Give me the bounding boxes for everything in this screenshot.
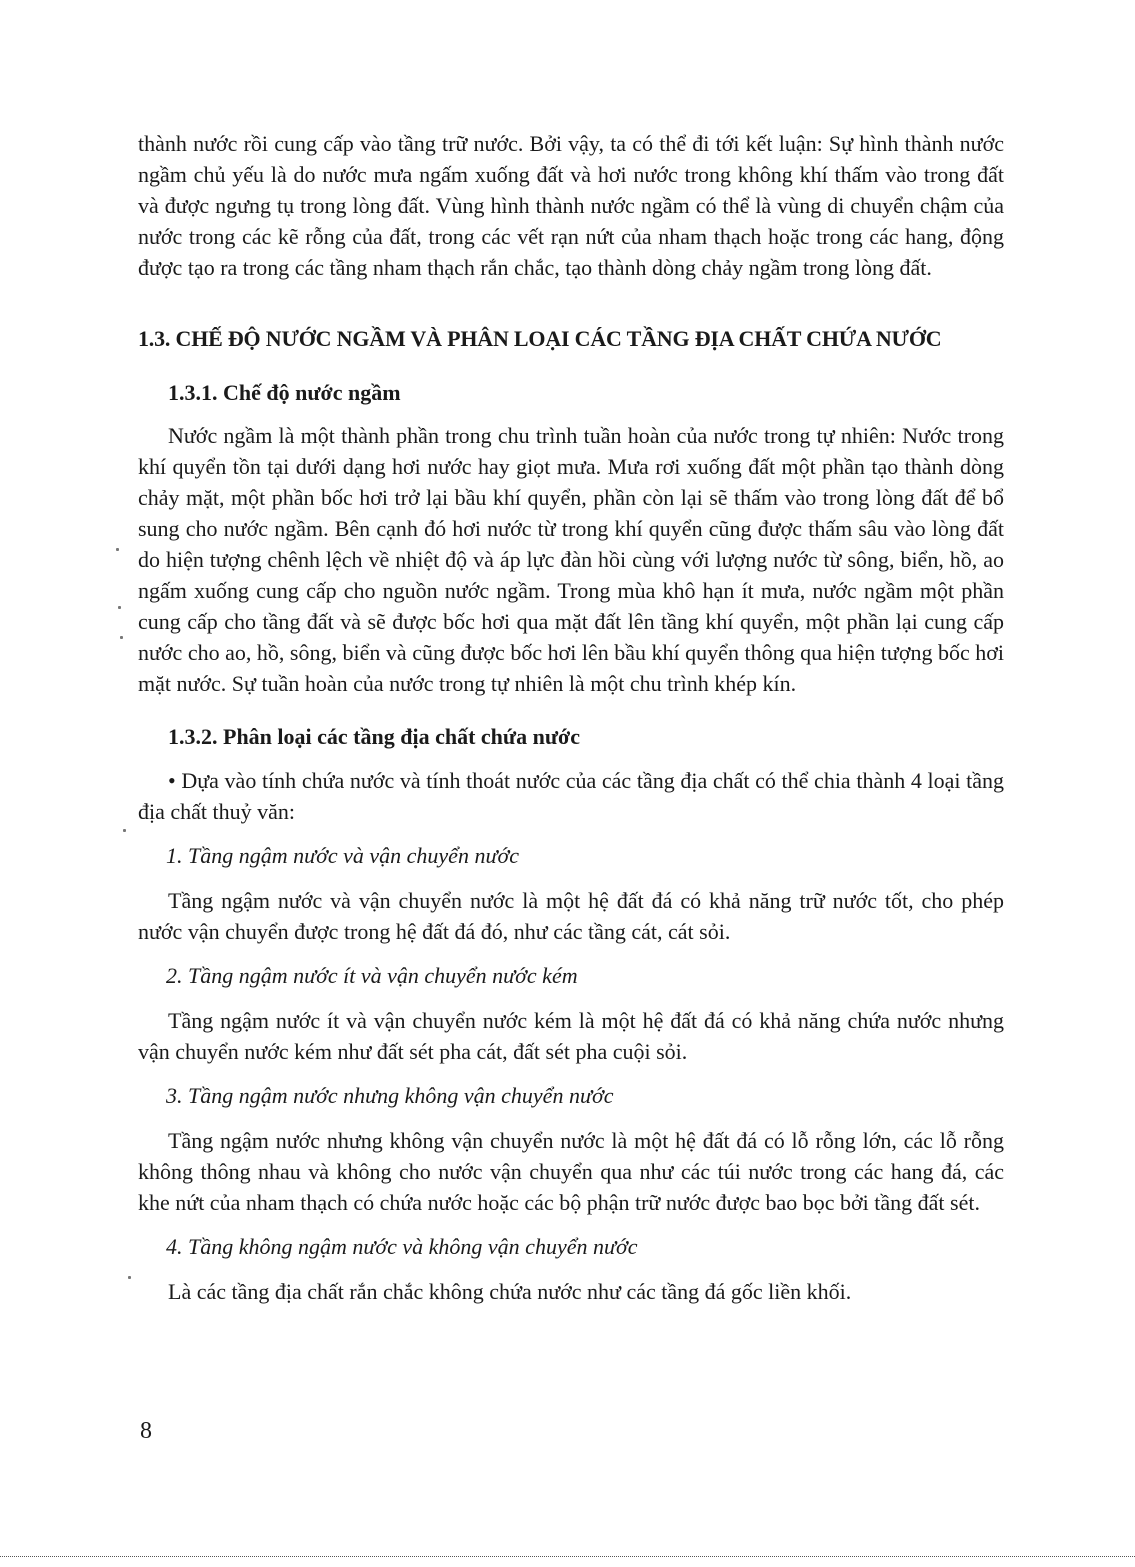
subsection-1-heading: 1.3.1. Chế độ nước ngầm [168, 380, 401, 405]
item-2-heading: 2. Tầng ngậm nước ít và vận chuyển nước kém [166, 963, 578, 988]
item-3-paragraph: Tầng ngậm nước nhưng không vận chuyển nước là một hệ đất đá có lỗ rỗng lớn, các lỗ rỗng không thông nhau và không cho nước vận chuyển qua như các túi nước trong các hang đá, các khe nứt của nham thạch có chứa nước hoặc các bộ phận trữ nước được bao bọc bởi tầng đất sét. [138, 1128, 1004, 1215]
item-1-paragraph: Tầng ngậm nước và vận chuyển nước là một hệ đất đá có khả năng trữ nước tốt, cho phép nước vận chuyển được trong hệ đất đá đó, như các tầng cát, cát sỏi. [138, 888, 1004, 944]
subsection-2-heading: 1.3.2. Phân loại các tầng địa chất chứa nước [168, 724, 580, 749]
margin-speck [120, 636, 123, 639]
item-2-paragraph: Tầng ngậm nước ít và vận chuyển nước kém là một hệ đất đá có khả năng chứa nước nhưng vận chuyển nước kém như đất sét pha cát, đất sét pha cuội sỏi. [138, 1008, 1004, 1064]
subsection-1-paragraph: Nước ngầm là một thành phần trong chu trình tuần hoàn của nước trong tự nhiên: Nước trong khí quyển tồn tại dưới dạng hơi nước hay giọt mưa. Mưa rơi xuống đất một phần tạo thành dòng chảy mặt, một phần bốc hơi trở lại bầu khí quyển, phần còn lại sẽ thấm vào trong lòng đất để bổ sung cho nước ngầm. Bên cạnh đó hơi nước từ trong khí quyển cũng được thấm sâu vào lòng đất do hiện tượng chênh lệch về nhiệt độ và áp lực đàn hồi cùng với lượng nước từ sông, biển, hồ, ao ngấm xuống cung cấp cho nguồn nước ngầm. Trong mùa khô hạn ít mưa, nước ngầm một phần cung cấp cho tầng đất và sẽ được bốc hơi qua mặt đất lên tầng khí quyển, một phần lại cung cấp nước cho ao, hồ, sông, biển và cũng được bốc hơi lên bầu khí quyển thông qua hiện tượng bốc hơi mặt nước. Sự tuần hoàn của nước trong tự nhiên là một chu trình khép kín. [138, 423, 1004, 696]
section-heading: 1.3. CHẾ ĐỘ NƯỚC NGẦM VÀ PHÂN LOẠI CÁC TẦNG ĐỊA CHẤT CHỨA NƯỚC [138, 326, 942, 351]
page-content [138, 128, 1004, 1307]
item-4-paragraph: Là các tầng địa chất rắn chắc không chứa nước như các tầng đá gốc liền khối. [168, 1279, 852, 1304]
page-number: 8 [140, 1418, 152, 1444]
item-3-heading: 3. Tầng ngậm nước nhưng không vận chuyển nước [166, 1083, 614, 1108]
intro-paragraph: thành nước rồi cung cấp vào tầng trữ nước. Bởi vậy, ta có thể đi tới kết luận: Sự hình thành nước ngầm chủ yếu là do nước mưa ngấm xuống đất và hơi nước trong không khí thấm vào trong đất và được ngưng tụ trong lòng đất. Vùng hình thành nước ngầm có thể là vùng di chuyển chậm của nước trong các kẽ rỗng của đất, trong các vết rạn nứt của nham thạch hoặc trong các hang, động được tạo ra trong các tầng nham thạch rắn chắc, tạo thành dòng chảy ngầm trong lòng đất. [138, 131, 1004, 280]
scan-bottom-edge [0, 1556, 1135, 1557]
bullet-paragraph: • Dựa vào tính chứa nước và tính thoát nước của các tầng địa chất có thể chia thành 4 loại tầng địa chất thuỷ văn: [138, 768, 1004, 824]
margin-speck [123, 829, 126, 832]
margin-speck [128, 1276, 131, 1279]
item-1-heading: 1. Tầng ngậm nước và vận chuyển nước [166, 843, 519, 868]
margin-speck [116, 548, 119, 551]
item-4-heading: 4. Tầng không ngậm nước và không vận chuyển nước [166, 1234, 638, 1259]
margin-speck [118, 606, 121, 609]
